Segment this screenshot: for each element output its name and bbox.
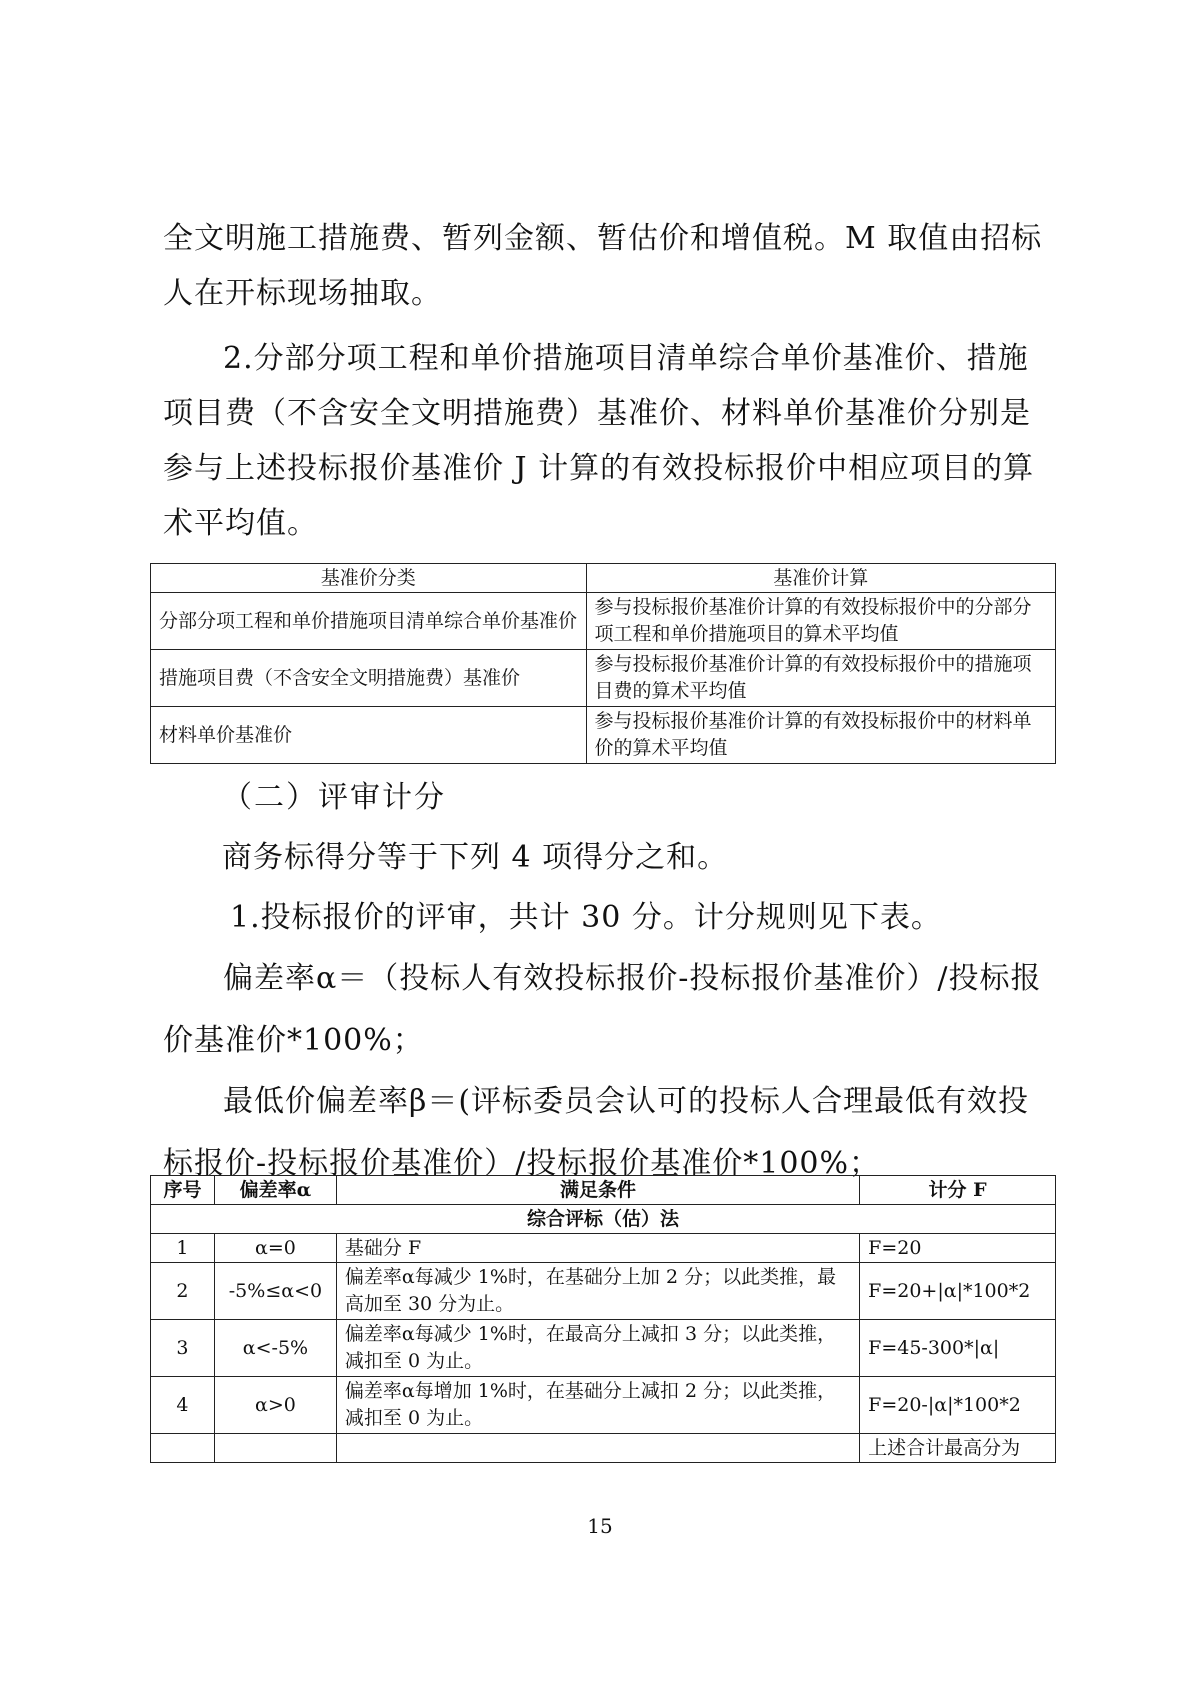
table-row — [151, 1320, 1056, 1377]
table-row — [151, 1434, 1056, 1463]
table2-cell: α<-5% — [214, 1320, 336, 1377]
table2-subheader: 综合评标（估）法 — [151, 1205, 1056, 1234]
paragraph-continuation: 全文明施工措施费、暂列金额、暂估价和增值税。M 取值由招标人在开标现场抽取。 — [163, 221, 1043, 311]
table2-cell: 1 — [151, 1234, 215, 1263]
page-number: 15 — [587, 1514, 613, 1538]
table2-header-no: 序号 — [151, 1176, 215, 1205]
table2-cell: 4 — [151, 1377, 215, 1434]
table2-cell: α>0 — [214, 1377, 336, 1434]
table1-cell: 材料单价基准价 — [151, 707, 587, 764]
table1-cell: 分部分项工程和单价措施项目清单综合单价基准价 — [151, 593, 587, 650]
table1-header-calculation: 基准价计算 — [586, 564, 1055, 593]
table2-cell: 2 — [151, 1263, 215, 1320]
table2-cell: -5%≤α<0 — [214, 1263, 336, 1320]
section-heading: （二）评审计分 — [222, 780, 446, 815]
table2-header-score: 计分 F — [860, 1176, 1056, 1205]
table2-cell: α=0 — [214, 1234, 336, 1263]
table2-cell: F=20 — [860, 1234, 1056, 1263]
table-row — [151, 593, 1056, 650]
table2-cell — [151, 1434, 215, 1463]
table2-cell: F=45-300*|α| — [860, 1320, 1056, 1377]
table-row — [151, 650, 1056, 707]
table2-cell: 偏差率α每增加 1%时，在基础分上减扣 2 分；以此类推，减扣至 0 为止。 — [336, 1377, 859, 1434]
table2-cell: 偏差率α每减少 1%时，在最高分上减扣 3 分；以此类推，减扣至 0 为止。 — [336, 1320, 859, 1377]
table1-cell: 参与投标报价基准价计算的有效投标报价中的材料单价的算术平均值 — [586, 707, 1055, 764]
table2-cell: 3 — [151, 1320, 215, 1377]
table-row — [151, 1263, 1056, 1320]
table1-cell: 参与投标报价基准价计算的有效投标报价中的措施项目费的算术平均值 — [586, 650, 1055, 707]
benchmark-price-table — [150, 563, 1056, 764]
table2-cell — [214, 1434, 336, 1463]
paragraph-benchmark-prices: 2.分部分项工程和单价措施项目清单综合单价基准价、措施项目费（不含安全文明措施费）基准价、材料单价基准价分别是参与上述投标报价基准价 J 计算的有效投标报价中相应项目的算术平均值。 — [163, 341, 1035, 541]
table2-header-condition: 满足条件 — [336, 1176, 859, 1205]
scoring-rules-table — [150, 1175, 1056, 1463]
table2-cell: 偏差率α每减少 1%时，在基础分上加 2 分；以此类推，最高加至 30 分为止。 — [336, 1263, 859, 1320]
table2-cell: 上述合计最高分为 — [860, 1434, 1056, 1463]
table1-cell: 措施项目费（不含安全文明措施费）基准价 — [151, 650, 587, 707]
table-row — [151, 1377, 1056, 1434]
table2-cell — [336, 1434, 859, 1463]
table2-cell: 基础分 F — [336, 1234, 859, 1263]
bid-price-review-line: 1.投标报价的评审，共计 30 分。计分规则见下表。 — [230, 900, 942, 935]
table1-cell: 参与投标报价基准价计算的有效投标报价中的分部分项工程和单价措施项目的算术平均值 — [586, 593, 1055, 650]
deviation-rate-definition: 偏差率α＝（投标人有效投标报价-投标报价基准价）/投标报价基准价*100%； — [163, 961, 1042, 1058]
section-intro-line: 商务标得分等于下列 4 项得分之和。 — [222, 840, 729, 875]
table2-cell: F=20+|α|*100*2 — [860, 1263, 1056, 1320]
table-row — [151, 707, 1056, 764]
lowest-deviation-rate-definition: 最低价偏差率β＝(评标委员会认可的投标人合理最低有效投标报价-投标报价基准价）/投标报价基准价*100%； — [163, 1084, 1030, 1181]
table2-header-deviation: 偏差率α — [214, 1176, 336, 1205]
table1-header-category: 基准价分类 — [151, 564, 587, 593]
table-row — [151, 1234, 1056, 1263]
table2-cell: F=20-|α|*100*2 — [860, 1377, 1056, 1434]
